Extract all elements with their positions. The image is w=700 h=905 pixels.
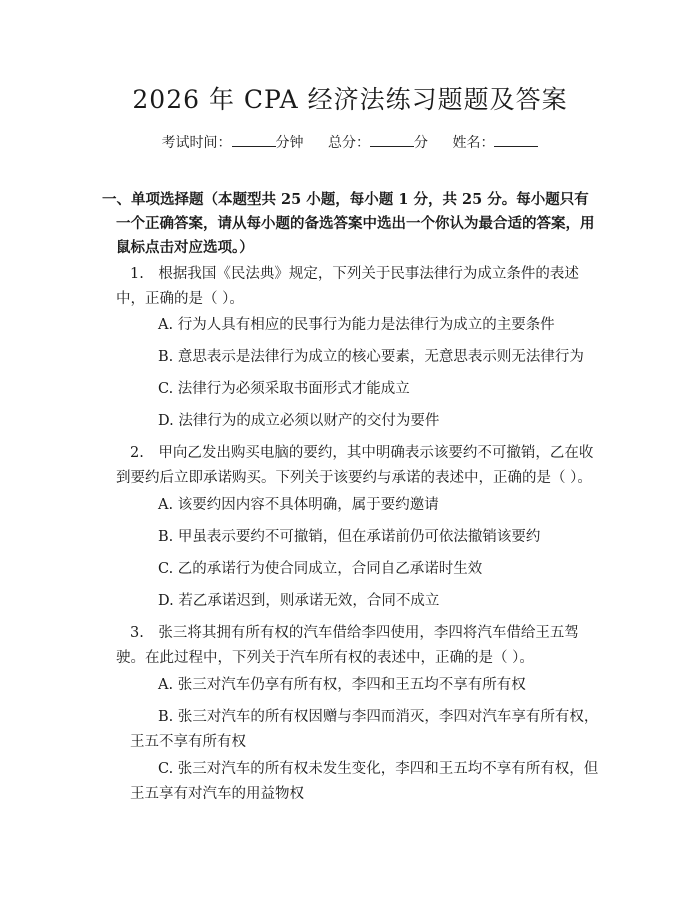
question-3-option-a[interactable]: A. 张三对汽车仍享有所有权，李四和王五均不享有所有权 <box>158 677 526 693</box>
question-3-option-b[interactable]: B. 张三对汽车的所有权因赠与李四而消灭，李四对汽车享有所有权，王五不享有所有权 <box>130 709 599 750</box>
question-3-stem: 3. 张三将其拥有所有权的汽车借给李四使用，李四将汽车借给王五驾驶。在此过程中，下列关于汽车所有权的表述中，正确的是（ ）。 <box>116 625 579 666</box>
time-unit: 分钟 <box>275 135 304 151</box>
question-2-option-a[interactable]: A. 该要约因内容不具体明确，属于要约邀请 <box>158 497 439 513</box>
question-1-option-d[interactable]: D. 法律行为的成立必须以财产的交付为要件 <box>158 413 440 429</box>
exam-time <box>162 132 304 152</box>
name-label: 姓名： <box>452 135 495 151</box>
score-label: 总分： <box>328 135 370 151</box>
exam-name <box>452 132 538 152</box>
time-label: 考试时间： <box>161 135 232 151</box>
exam-meta <box>0 132 700 152</box>
page-title: 2026 年 CPA 经济法练习题题及答案 <box>132 85 568 114</box>
question-2-stem: 2. 甲向乙发出购买电脑的要约，其中明确表示该要约不可撤销，乙在收到要约后立即承诺购买。下列关于该要约与承诺的表述中，正确的是（ ）。 <box>116 445 594 486</box>
time-blank <box>232 134 276 147</box>
question-2-option-d[interactable]: D. 若乙承诺迟到，则承诺无效，合同不成立 <box>158 593 440 609</box>
section-heading: 一、单项选择题（本题型共 25 小题，每小题 1 分，共 25 分。每小题只有一个正确答案，请从每小题的备选答案中选出一个你认为最合适的答案，用鼠标点击对应选项。） <box>102 191 595 256</box>
exam-score <box>328 132 428 152</box>
question-1-option-a[interactable]: A. 行为人具有相应的民事行为能力是法律行为成立的主要条件 <box>158 317 555 333</box>
question-3-option-c[interactable]: C. 张三对汽车的所有权未发生变化，李四和王五均不享有所有权，但王五享有对汽车的用益物权 <box>130 761 599 802</box>
question-2-option-c[interactable]: C. 乙的承诺行为使合同成立，合同自乙承诺时生效 <box>158 561 483 577</box>
name-blank <box>494 134 538 147</box>
question-1-stem: 1. 根据我国《民法典》规定，下列关于民事法律行为成立条件的表述中，正确的是（ ）。 <box>116 266 579 307</box>
question-2-option-b[interactable]: B. 甲虽表示要约不可撤销，但在承诺前仍可依法撤销该要约 <box>158 529 541 545</box>
question-1-option-c[interactable]: C. 法律行为必须采取书面形式才能成立 <box>158 381 410 397</box>
question-1-option-b[interactable]: B. 意思表示是法律行为成立的核心要素，无意思表示则无法律行为 <box>158 349 584 365</box>
score-unit: 分 <box>414 135 428 151</box>
score-blank <box>370 134 414 147</box>
